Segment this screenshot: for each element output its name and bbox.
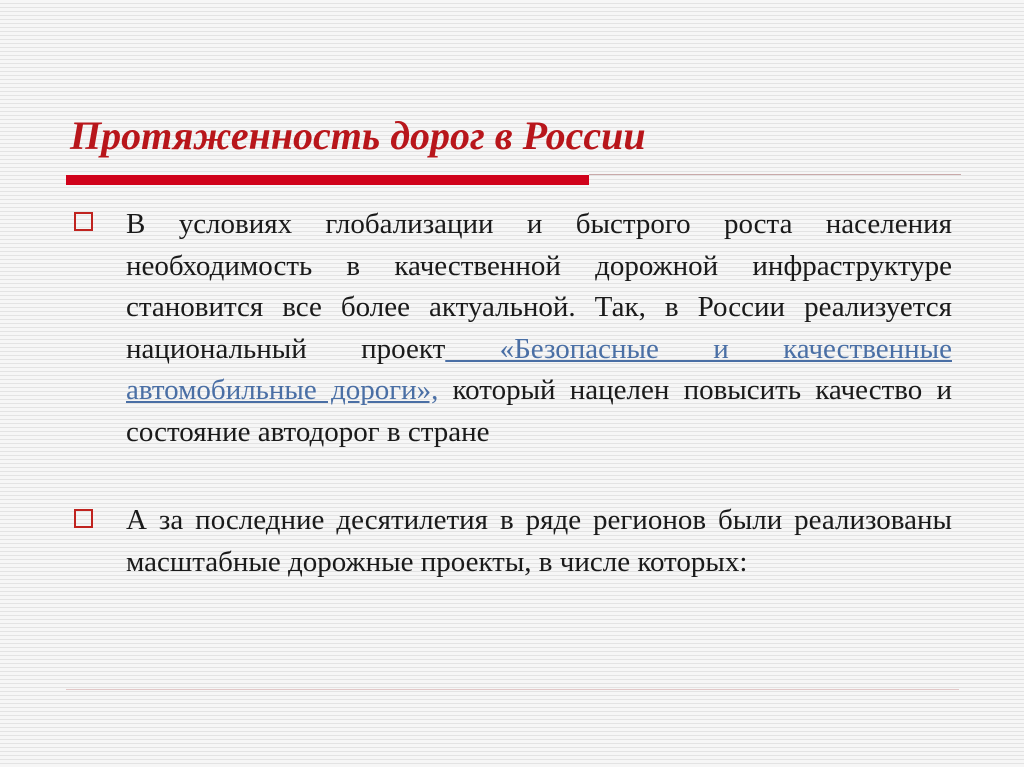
slide-title: Протяженность дорог в России	[70, 113, 646, 158]
title-divider-line	[589, 174, 961, 175]
bullet-paragraph-1	[126, 204, 952, 453]
title-accent-bar	[66, 175, 589, 185]
hollow-square-bullet-icon	[74, 509, 93, 528]
bullet-1-text-after-link: который нацелен повысить качество и состояние автодорог в стране	[126, 374, 952, 448]
bullet-paragraph-2	[126, 500, 952, 583]
hollow-square-bullet-icon	[74, 212, 93, 231]
bullet-2-text: А за последние десятилетия в ряде регионов были реализованы масштабные дорожные проекты, в числе которых:	[126, 504, 952, 578]
national-project-link[interactable]: «Безопасные и качественные автомобильные дороги»,	[126, 332, 952, 406]
footer-divider-line	[66, 689, 959, 690]
bullet-1-text-before-link: В условиях глобализации и быстрого роста населения необходимость в качественной дорожной инфраструктуре становится все более актуальной. Так, в России реализуется национальный проект	[126, 208, 952, 365]
